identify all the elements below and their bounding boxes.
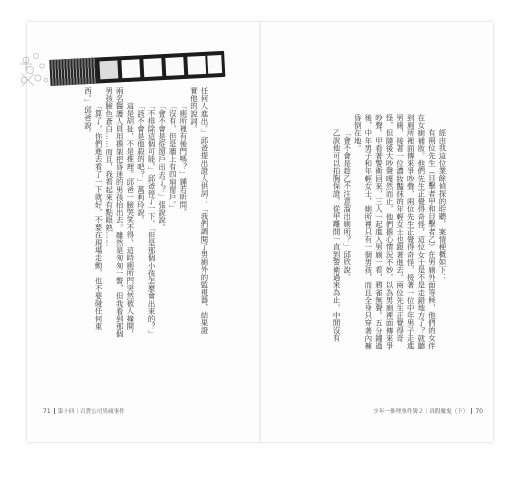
paragraph: 「廁所裡有後門嗎？」鍾若昕問。 [178, 101, 188, 216]
paragraph: 「沒有，但是牆上有四扇窗戶。」 [168, 101, 178, 213]
left-page-body [47, 87, 209, 339]
paragraph: 「會不會是趁乙不注意溜出廁所？」邱欣說。 [342, 128, 352, 281]
right-page-body [285, 114, 447, 352]
paragraph: 有兩位先生（目擊者甲和目擊者乙）在男廁外面等候，他們的女伴在女廁補妝。他們先生正覺得奇怪，這位女士是不是走錯地方了？就聽到廁所裡面傳來爭吵聲，兩位先生正覺得奇怪，接著一位中年男子走進男廁，接著一位濃妝豔抹的年輕女士也跟著進去。兩位先生正覺得奇怪，但隨後大吵聲嘎然而止，他們擔心情況不妙，以為男廁裡面傳來爭吵聲。甲看著警衛回來，三人一起進入男廁一看，鴉雀無聲。五分鐘過後，中年男子和年輕女士，廁所裡只有一個男孩，而且全身只穿著內褲昏倒在地。 [353, 114, 437, 350]
paragraph: 「會不會是從窗戶出去了？」張說說。 [157, 101, 167, 231]
paragraph: 任何人進出。」邱爸提出證人供詞：「我們調閱了男廁外的監視器，結果證實他的說詞。 [189, 87, 209, 335]
paragraph: 經由我這位業餘偵探的聆聽，案情梗概如下： [438, 128, 447, 281]
folio-divider [54, 408, 55, 414]
film-frame [143, 58, 162, 77]
folio-divider [471, 408, 472, 414]
right-page-folio [373, 407, 483, 415]
series-title: 少年一推理事件簿２｜真假魔鬼（下） [373, 409, 469, 415]
chapter-title: 第十回｜百貨公司男廁事件 [57, 409, 125, 415]
right-page [261, 22, 493, 442]
page-number: 70 [475, 408, 483, 415]
paragraph: 乙說他可以拍胸保證，從甲離開一直到警衛過來為止，中間沒有 [332, 128, 342, 342]
page-number: 71 [43, 408, 51, 415]
film-frame [207, 55, 222, 74]
paragraph: 「不排除這個可能，」邱爸停了一下，「但是那個小孩怎麼會出來的？」 [147, 101, 157, 338]
snowflake-pattern-icon [18, 50, 52, 88]
film-frame [121, 59, 140, 78]
paragraph: 這是胡扯，不是推理。邱爸一臉哭笑不得，這時廁所門突然被人撞開，兩名醫護人員用擔架把昏迷的男孩抬出去。雖然是匆匆一瞥，但我看到那個男孩臉色蒼白……而且，我看起來有點眼熟…… [104, 87, 135, 338]
paragraph: 「算了，你們進去看了一下就好，不要在現場走動，也不要碰任何東西。」邱爸說。 [83, 87, 104, 330]
film-frame [187, 56, 206, 75]
left-page-folio [43, 407, 125, 415]
film-stripe-pattern [49, 58, 96, 86]
film-frame [99, 60, 118, 79]
film-frame [165, 57, 184, 76]
paragraph: 「該不會是他殺的吧？」萬莉玲說。 [136, 101, 146, 224]
